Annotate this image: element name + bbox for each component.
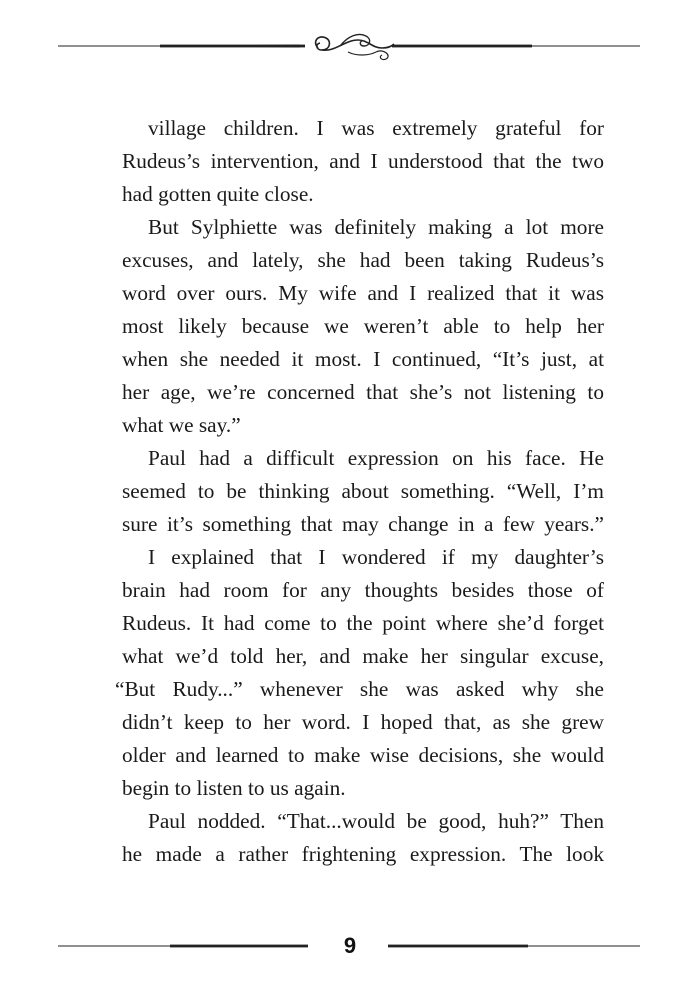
text-line: he made a rather frightening expression. The look (122, 842, 604, 866)
page-number: 9 (343, 933, 357, 958)
paragraph (122, 112, 604, 211)
text-line: I explained that I wondered if my daughter’s (148, 545, 604, 569)
text-line: her age, we’re concerned that she’s not listening to (122, 380, 604, 404)
text-line: most likely because we weren’t able to help her (122, 314, 604, 338)
paragraph (122, 805, 604, 871)
body-text (115, 112, 604, 871)
text-line: what we say.” (122, 413, 241, 437)
flourish-icon (0, 26, 700, 66)
paragraph (122, 211, 604, 442)
text-line: “But Rudy...” whenever she was asked why she (115, 677, 604, 701)
text-line: But Sylphiette was definitely making a lot more (148, 215, 604, 239)
text-line: excuses, and lately, she had been taking Rudeus’s (122, 248, 604, 272)
text-line: word over ours. My wife and I realized that it was (122, 281, 604, 305)
text-line: Rudeus’s intervention, and I understood that the two (122, 149, 604, 173)
paragraph (122, 442, 604, 541)
text-line: what we’d told her, and make her singular excuse, (122, 644, 604, 668)
text-line: Paul had a difficult expression on his face. He (148, 446, 604, 470)
text-line: had gotten quite close. (122, 182, 314, 206)
text-line: brain had room for any thoughts besides those of (122, 578, 604, 602)
text-line: begin to listen to us again. (122, 776, 346, 800)
text-line: village children. I was extremely grateful for (148, 116, 604, 140)
top-flourish-ornament (0, 26, 700, 66)
paragraph (115, 541, 604, 805)
text-line: Paul nodded. “That...would be good, huh?” Then (148, 809, 604, 833)
text-line: older and learned to make wise decisions, she would (122, 743, 604, 767)
text-line: sure it’s something that may change in a few years.” (122, 512, 604, 536)
text-line: didn’t keep to her word. I hoped that, as she grew (122, 710, 604, 734)
text-line: when she needed it most. I continued, “It’s just, at (122, 347, 604, 371)
text-line: Rudeus. It had come to the point where she’d forget (122, 611, 604, 635)
text-line: seemed to be thinking about something. “Well, I’m (122, 479, 604, 503)
